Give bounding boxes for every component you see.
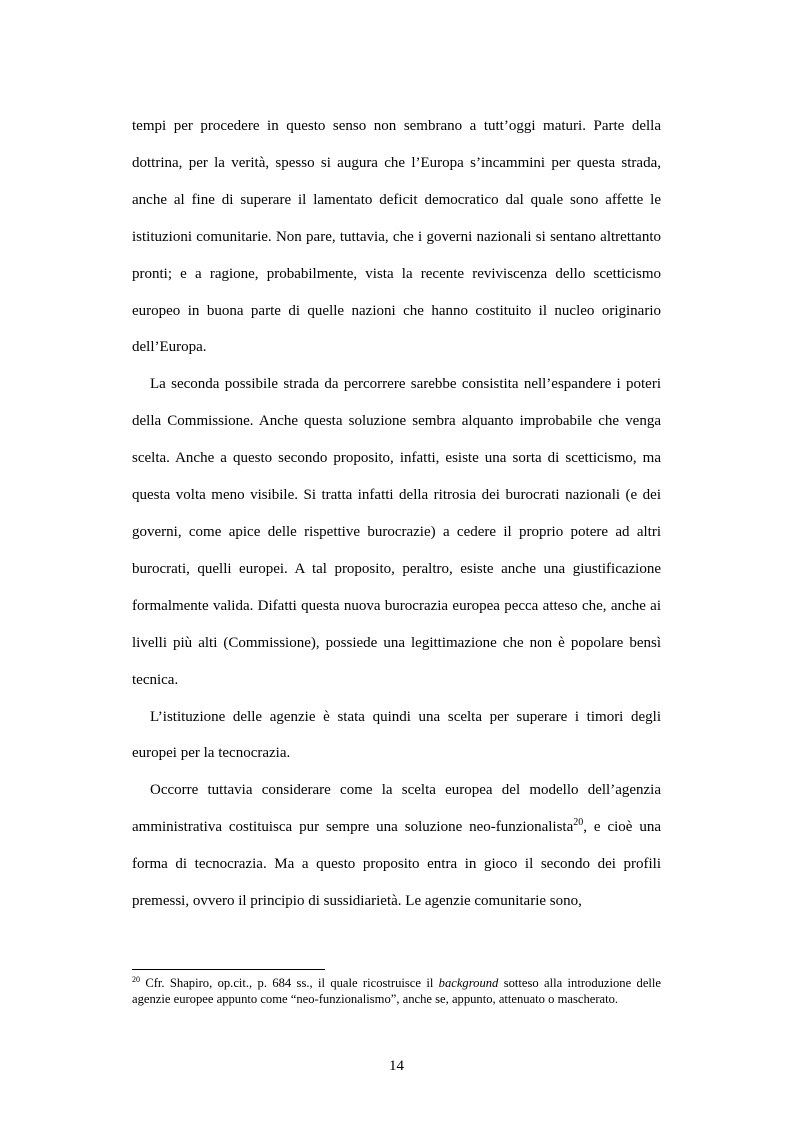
- paragraph-1: tempi per procedere in questo senso non sembrano a tutt’oggi maturi. Parte della dottrina, per la verità, spesso si augura che l’Europa s’incammini per questa strada, anche al fine di superare il lamentato deficit democratico dal quale sono affette le istituzioni comunitarie. Non pare, tuttavia, che i governi nazionali si sentano altrettanto pronti; e a ragione, probabilmente, vista la recente reviviscenza dello scetticismo europeo in buona parte di quelle nazioni che hanno costituito il nucleo originario dell’Europa.: [132, 118, 661, 356]
- footnote-separator: [132, 969, 325, 970]
- footnote-text-after: sotteso alla introduzione delle agenzie europee appunto come “neo-funzionalismo”, anche se, appunto, attenuato o mascherato.: [132, 976, 661, 1006]
- paragraph-2: La seconda possibile strada da percorrere sarebbe consistita nell’espandere i poteri della Commissione. Anche questa soluzione sembra alquanto improbabile che venga scelta. Anche a questo secondo proposito, infatti, esiste una sorta di scetticismo, ma questa volta meno visibile. Si tratta infatti della ritrosia dei burocrati nazionali (e dei governi, come apice delle rispettive burocrazie) a cedere il proprio potere ad altri burocrati, quelli europei. A tal proposito, peraltro, esiste anche una giustificazione formalmente valida. Difatti questa nuova burocrazia europea pecca atteso che, anche ai livelli più alti (Commissione), possiede una legittimazione che non è popolare bensì tecnica.: [132, 376, 661, 688]
- footnote-italic-term: background: [438, 976, 499, 990]
- paragraph-4-text-after: , e cioè una forma di tecnocrazia. Ma a questo proposito entra in gioco il secondo dei profili premessi, ovvero il principio di sussidiarietà. Le agenzie comunitarie sono,: [132, 819, 661, 910]
- footnote-text-before: Cfr. Shapiro, op.cit., p. 684 ss., il quale ricostruisce il: [140, 976, 439, 990]
- paragraph-3: L’istituzione delle agenzie è stata quindi una scelta per superare i timori degli europei per la tecnocrazia.: [132, 708, 661, 762]
- footnote-reference[interactable]: 20: [573, 817, 584, 829]
- footnote: [132, 975, 661, 1007]
- paragraph-4: [132, 772, 661, 920]
- paragraph-4-text-before: Occorre tuttavia considerare come la scelta europea del modello dell’agenzia amministrativa costituisca pur sempre una soluzione neo-funzionalista: [132, 782, 661, 836]
- page-body: [132, 108, 661, 920]
- page-number: 14: [389, 1058, 404, 1074]
- footnote-number: 20: [132, 974, 140, 984]
